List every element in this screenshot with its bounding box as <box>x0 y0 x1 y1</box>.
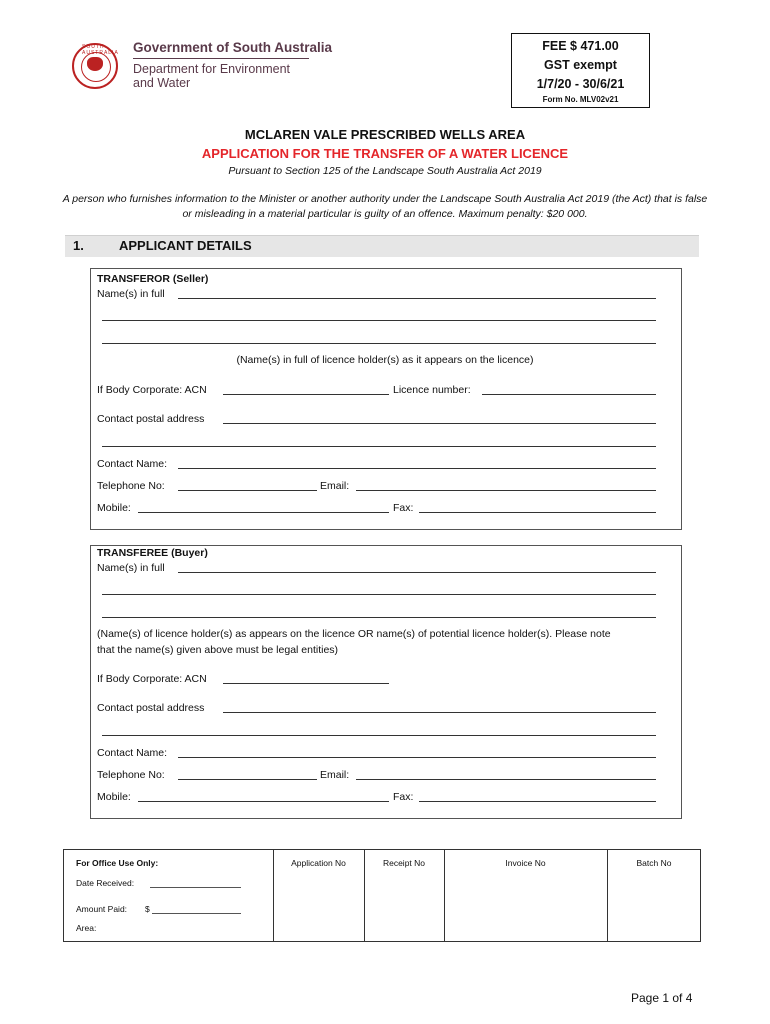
transferee-email-field[interactable] <box>356 779 656 780</box>
transferor-telephone-label: Telephone No: <box>97 480 165 492</box>
transferee-names-field-2[interactable] <box>102 594 656 595</box>
section-title: APPLICANT DETAILS <box>119 238 252 253</box>
transferor-heading: TRANSFEROR (Seller) <box>97 273 209 285</box>
transferee-telephone-label: Telephone No: <box>97 769 165 781</box>
transferor-contact-name-field[interactable] <box>178 468 656 469</box>
transferor-fax-field[interactable] <box>419 512 656 513</box>
transferor-email-field[interactable] <box>356 490 656 491</box>
transferee-postal-label: Contact postal address <box>97 702 205 714</box>
receipt-no-header: Receipt No <box>382 858 426 868</box>
office-use-heading: For Office Use Only: <box>76 858 159 868</box>
transferor-postal-field-2[interactable] <box>102 446 656 447</box>
department-name-line2: and Water <box>133 76 191 90</box>
government-name: Government of South Australia <box>133 40 333 55</box>
transferee-contact-name-field[interactable] <box>178 757 656 758</box>
application-title: APPLICATION FOR THE TRANSFER OF A WATER LICENCE <box>201 146 569 161</box>
fee-amount: FEE $ 471.00 <box>542 39 619 53</box>
transferee-names-field-3[interactable] <box>102 617 656 618</box>
transferor-telephone-field[interactable] <box>178 490 317 491</box>
transferee-postal-field-2[interactable] <box>102 735 656 736</box>
transferor-email-label: Email: <box>320 480 350 492</box>
transferor-mobile-label: Mobile: <box>97 502 131 514</box>
transferee-heading: TRANSFEREE (Buyer) <box>97 547 208 559</box>
transferor-names-field-3[interactable] <box>102 343 656 344</box>
invoice-no-header: Invoice No <box>505 858 546 868</box>
area-label: Area: <box>76 923 97 933</box>
transferor-fax-label: Fax: <box>393 502 414 514</box>
transferor-names-label: Name(s) in full <box>97 288 165 300</box>
transferor-postal-label: Contact postal address <box>97 413 205 425</box>
batch-no-header: Batch No <box>636 858 672 868</box>
transferor-mobile-field[interactable] <box>138 512 389 513</box>
transferor-names-field-1[interactable] <box>178 298 656 299</box>
fee-period: 1/7/20 - 30/6/21 <box>536 77 625 91</box>
page-number: Page 1 of 4 <box>631 991 693 1005</box>
area-title: MCLAREN VALE PRESCRIBED WELLS AREA <box>244 127 526 142</box>
transferee-acn-field[interactable] <box>223 683 389 684</box>
transferee-acn-label: If Body Corporate: ACN <box>97 673 207 685</box>
department-name-line1: Department for Environment <box>133 62 291 76</box>
section-number: 1. <box>73 238 84 253</box>
transferee-names-note-line1: (Name(s) of licence holder(s) as appears on the licence OR name(s) of potential licence holder(s). Please note <box>97 628 611 640</box>
transferor-names-note: (Name(s) in full of licence holder(s) as it appears on the licence) <box>236 354 534 366</box>
transferee-telephone-field[interactable] <box>178 779 317 780</box>
transferor-postal-field-1[interactable] <box>223 423 656 424</box>
date-received-label: Date Received: <box>76 878 135 888</box>
application-no-header: Application No <box>291 858 346 868</box>
transferee-names-note-line2: that the name(s) given above must be legal entities) <box>97 644 339 656</box>
pursuant-subtitle: Pursuant to Section 125 of the Landscape South Australia Act 2019 <box>228 165 542 177</box>
logo-divider <box>133 58 309 59</box>
date-received-field[interactable] <box>150 887 241 888</box>
transferee-postal-field-1[interactable] <box>223 712 656 713</box>
transferee-email-label: Email: <box>320 769 350 781</box>
fee-box <box>511 33 650 108</box>
transferee-fax-label: Fax: <box>393 791 414 803</box>
transferee-mobile-label: Mobile: <box>97 791 131 803</box>
office-use-table <box>63 849 701 942</box>
gst-status: GST exempt <box>544 58 617 72</box>
form-number: Form No. MLV02v21 <box>542 95 619 104</box>
transferor-names-field-2[interactable] <box>102 320 656 321</box>
transferee-contact-name-label: Contact Name: <box>97 747 168 759</box>
transferor-acn-field[interactable] <box>223 394 389 395</box>
transferor-licence-label: Licence number: <box>393 384 471 396</box>
transferee-mobile-field[interactable] <box>138 801 389 802</box>
penalty-warning: A person who furnishes information to the Minister or another authority under the Landscape South Australia Act 2019 (the Act) that is false or misleading in a material particular is guilty of an offence. Maximum penalty: $20 000. <box>62 193 708 220</box>
transferor-licence-field[interactable] <box>482 394 656 395</box>
transferor-contact-name-label: Contact Name: <box>97 458 168 470</box>
government-seal-logo <box>72 43 118 89</box>
amount-paid-currency: $ <box>145 904 150 914</box>
transferee-names-field-1[interactable] <box>178 572 656 573</box>
transferee-names-label: Name(s) in full <box>97 562 165 574</box>
piping-shrike-icon <box>87 57 103 71</box>
transferor-acn-label: If Body Corporate: ACN <box>97 384 207 396</box>
transferee-fax-field[interactable] <box>419 801 656 802</box>
amount-paid-label: Amount Paid: <box>76 904 128 914</box>
seal-text: SOUTH AUSTRALIA <box>82 44 119 56</box>
amount-paid-field[interactable] <box>152 913 241 914</box>
